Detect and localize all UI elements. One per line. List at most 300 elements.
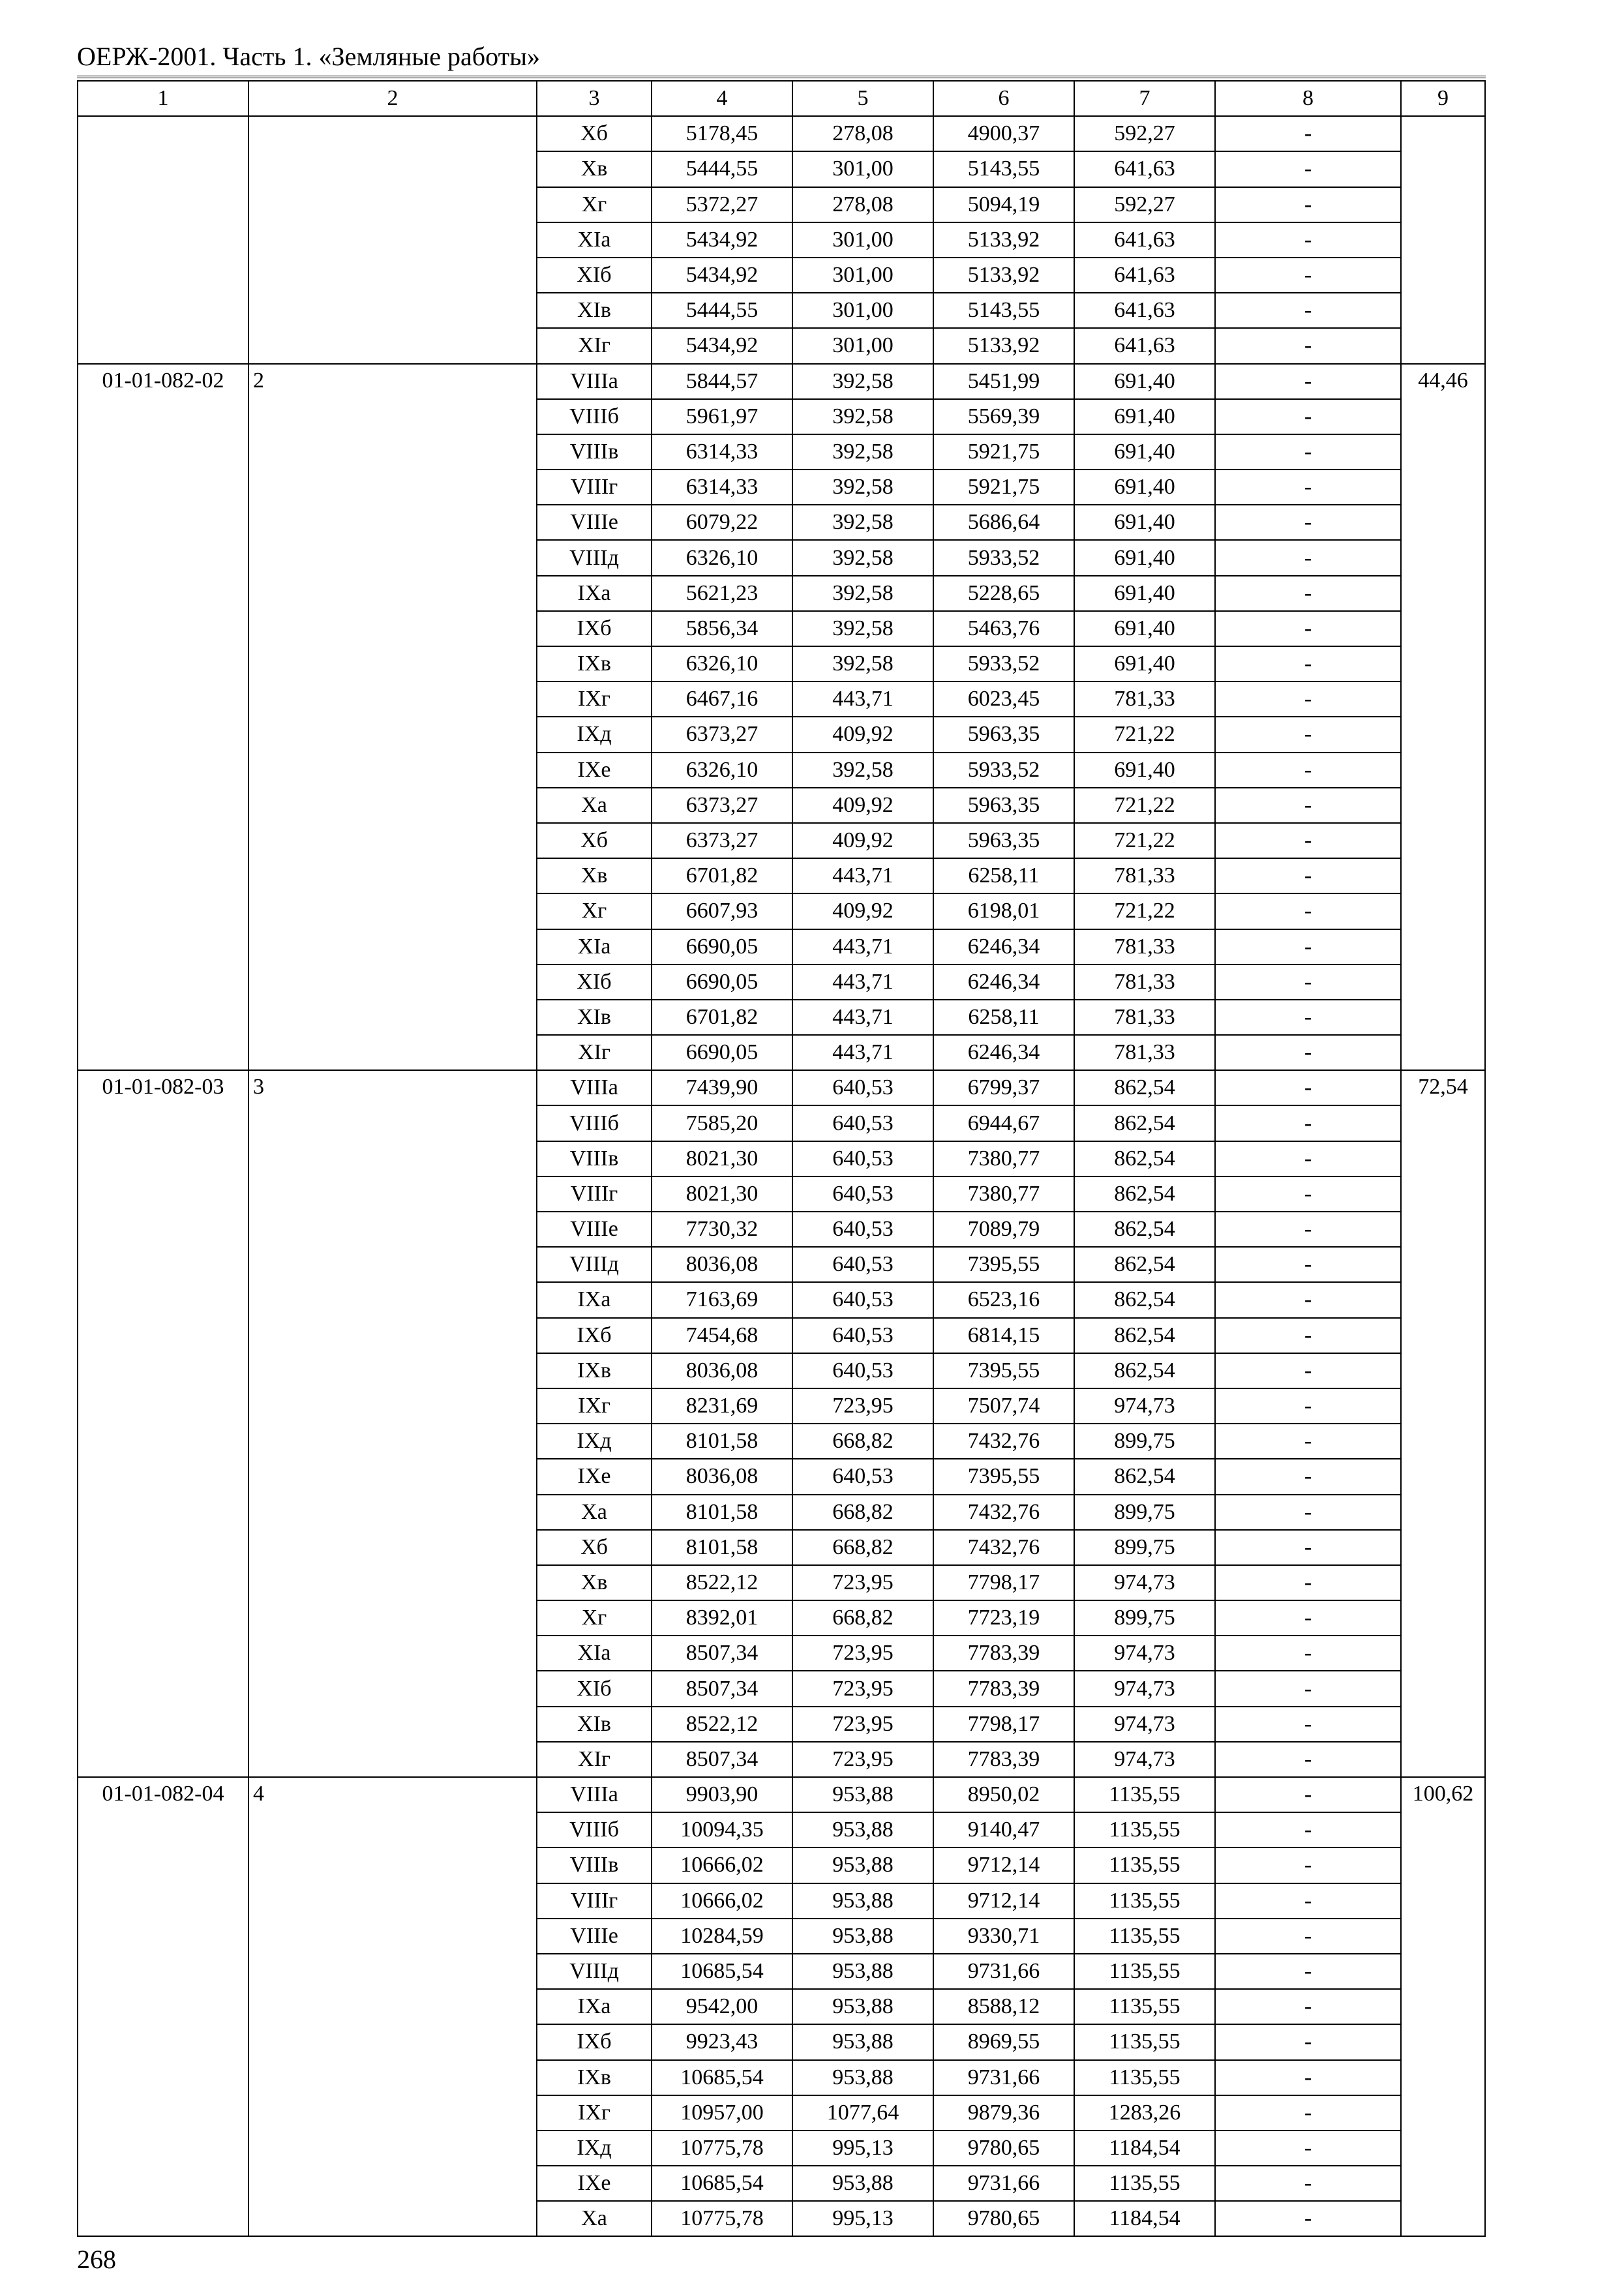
materials: - xyxy=(1215,753,1401,788)
soil-group: IХд xyxy=(537,717,652,752)
wages: 409,92 xyxy=(792,893,933,929)
machine-cost: 5963,35 xyxy=(933,823,1074,858)
wages: 995,13 xyxy=(792,2131,933,2166)
total-cost: 10666,02 xyxy=(652,1883,792,1919)
machine-cost: 4900,37 xyxy=(933,116,1074,151)
total-cost: 8231,69 xyxy=(652,1388,792,1424)
table-row xyxy=(78,1777,1485,1812)
soil-group: VIIIв xyxy=(537,434,652,470)
soil-group: IХв xyxy=(537,646,652,681)
machine-cost: 5143,55 xyxy=(933,151,1074,187)
soil-group: VIIIа xyxy=(537,364,652,399)
wages: 668,82 xyxy=(792,1530,933,1565)
soil-group: ХIа xyxy=(537,222,652,258)
machine-cost: 7783,39 xyxy=(933,1742,1074,1777)
machinist-wages: 899,75 xyxy=(1074,1530,1215,1565)
column-header: 3 xyxy=(537,81,652,116)
machine-cost: 7380,77 xyxy=(933,1141,1074,1176)
total-cost: 10685,54 xyxy=(652,2166,792,2201)
machinist-wages: 592,27 xyxy=(1074,187,1215,222)
machinist-wages: 862,54 xyxy=(1074,1459,1215,1494)
table-body xyxy=(78,81,1485,2236)
machine-cost: 5933,52 xyxy=(933,540,1074,575)
table-row xyxy=(78,364,1485,399)
machine-cost: 9731,66 xyxy=(933,2166,1074,2201)
wages: 723,95 xyxy=(792,1671,933,1706)
machinist-wages: 862,54 xyxy=(1074,1141,1215,1176)
materials: - xyxy=(1215,1954,1401,1989)
materials: - xyxy=(1215,576,1401,611)
materials: - xyxy=(1215,1035,1401,1070)
rate-code: 01-01-082-04 xyxy=(78,1777,248,2236)
total-cost: 8101,58 xyxy=(652,1424,792,1459)
materials: - xyxy=(1215,1812,1401,1848)
total-cost: 8507,34 xyxy=(652,1636,792,1671)
machine-cost: 7395,55 xyxy=(933,1353,1074,1388)
materials: - xyxy=(1215,187,1401,222)
wages: 301,00 xyxy=(792,222,933,258)
materials: - xyxy=(1215,1353,1401,1388)
wages: 668,82 xyxy=(792,1495,933,1530)
soil-group: Ха xyxy=(537,2201,652,2236)
machine-cost: 5933,52 xyxy=(933,646,1074,681)
materials: - xyxy=(1215,1424,1401,1459)
machinist-wages: 691,40 xyxy=(1074,434,1215,470)
materials: - xyxy=(1215,2131,1401,2166)
total-cost: 7585,20 xyxy=(652,1105,792,1141)
total-cost: 10685,54 xyxy=(652,1954,792,1989)
soil-group: Ха xyxy=(537,788,652,823)
materials: - xyxy=(1215,1848,1401,1883)
soil-group: VIIIд xyxy=(537,540,652,575)
soil-group: Хб xyxy=(537,116,652,151)
wages: 953,88 xyxy=(792,1883,933,1919)
wages: 640,53 xyxy=(792,1353,933,1388)
materials: - xyxy=(1215,1318,1401,1353)
wages: 443,71 xyxy=(792,681,933,717)
machine-cost: 6023,45 xyxy=(933,681,1074,717)
wages: 723,95 xyxy=(792,1707,933,1742)
machine-cost: 5921,75 xyxy=(933,470,1074,505)
materials: - xyxy=(1215,2201,1401,2236)
wages: 409,92 xyxy=(792,717,933,752)
wages: 443,71 xyxy=(792,1035,933,1070)
column-header: 6 xyxy=(933,81,1074,116)
soil-group: ХIа xyxy=(537,1636,652,1671)
wages: 723,95 xyxy=(792,1636,933,1671)
machine-cost: 8950,02 xyxy=(933,1777,1074,1812)
machinist-wages: 641,63 xyxy=(1074,293,1215,328)
soil-group: VIIIг xyxy=(537,1176,652,1212)
rate-code xyxy=(78,116,248,363)
soil-group: ХIб xyxy=(537,1671,652,1706)
machine-cost: 5933,52 xyxy=(933,753,1074,788)
machinist-wages: 721,22 xyxy=(1074,788,1215,823)
machinist-wages: 781,33 xyxy=(1074,858,1215,893)
soil-group: IХе xyxy=(537,1459,652,1494)
machinist-wages: 1135,55 xyxy=(1074,2024,1215,2059)
machine-cost: 9330,71 xyxy=(933,1919,1074,1954)
column-header: 1 xyxy=(78,81,248,116)
machinist-wages: 781,33 xyxy=(1074,1035,1215,1070)
price-table xyxy=(77,80,1486,2237)
wages: 668,82 xyxy=(792,1424,933,1459)
materials: - xyxy=(1215,1141,1401,1176)
machinist-wages: 641,63 xyxy=(1074,258,1215,293)
machine-cost: 8588,12 xyxy=(933,1989,1074,2024)
materials: - xyxy=(1215,2060,1401,2095)
total-cost: 8392,01 xyxy=(652,1600,792,1636)
soil-group: Ха xyxy=(537,1495,652,1530)
machinist-wages: 691,40 xyxy=(1074,505,1215,540)
materials: - xyxy=(1215,293,1401,328)
wages: 953,88 xyxy=(792,1989,933,2024)
total-cost: 6326,10 xyxy=(652,753,792,788)
wages: 392,58 xyxy=(792,540,933,575)
materials: - xyxy=(1215,328,1401,363)
machinist-wages: 1184,54 xyxy=(1074,2131,1215,2166)
total-cost: 5621,23 xyxy=(652,576,792,611)
machinist-wages: 691,40 xyxy=(1074,576,1215,611)
wages: 640,53 xyxy=(792,1459,933,1494)
total-cost: 6314,33 xyxy=(652,434,792,470)
soil-group: IХе xyxy=(537,753,652,788)
machinist-wages: 592,27 xyxy=(1074,116,1215,151)
machinist-wages: 862,54 xyxy=(1074,1282,1215,1317)
wages: 995,13 xyxy=(792,2201,933,2236)
total-cost: 6690,05 xyxy=(652,1035,792,1070)
materials: - xyxy=(1215,893,1401,929)
machinist-wages: 899,75 xyxy=(1074,1495,1215,1530)
total-cost: 8036,08 xyxy=(652,1459,792,1494)
table-row xyxy=(78,116,1485,151)
soil-group: Хб xyxy=(537,1530,652,1565)
machinist-wages: 862,54 xyxy=(1074,1070,1215,1105)
wages: 301,00 xyxy=(792,293,933,328)
total-cost: 9542,00 xyxy=(652,1989,792,2024)
machinist-wages: 641,63 xyxy=(1074,328,1215,363)
machinist-wages: 899,75 xyxy=(1074,1600,1215,1636)
wages: 392,58 xyxy=(792,646,933,681)
total-cost: 5434,92 xyxy=(652,258,792,293)
total-cost: 6467,16 xyxy=(652,681,792,717)
total-cost: 10775,78 xyxy=(652,2201,792,2236)
table-row xyxy=(78,1070,1485,1105)
wages: 953,88 xyxy=(792,1919,933,1954)
rate-code: 01-01-082-03 xyxy=(78,1070,248,1777)
machinist-wages: 862,54 xyxy=(1074,1318,1215,1353)
machine-cost: 8969,55 xyxy=(933,2024,1074,2059)
column-header: 5 xyxy=(792,81,933,116)
soil-group: VIIIе xyxy=(537,1212,652,1247)
machinist-wages: 691,40 xyxy=(1074,753,1215,788)
wages: 392,58 xyxy=(792,753,933,788)
machinist-wages: 691,40 xyxy=(1074,470,1215,505)
total-cost: 6326,10 xyxy=(652,646,792,681)
total-cost: 10284,59 xyxy=(652,1919,792,1954)
machine-cost: 5963,35 xyxy=(933,717,1074,752)
machine-cost: 5451,99 xyxy=(933,364,1074,399)
wages: 443,71 xyxy=(792,965,933,1000)
materials: - xyxy=(1215,717,1401,752)
soil-group: ХIв xyxy=(537,293,652,328)
machine-cost: 6523,16 xyxy=(933,1282,1074,1317)
machine-cost: 9780,65 xyxy=(933,2131,1074,2166)
total-cost: 7439,90 xyxy=(652,1070,792,1105)
machinist-wages: 1135,55 xyxy=(1074,1989,1215,2024)
soil-group: ХIг xyxy=(537,328,652,363)
soil-group: IХд xyxy=(537,1424,652,1459)
labor-cost: 44,46 xyxy=(1401,364,1485,1071)
rate-number: 2 xyxy=(248,364,537,1071)
machinist-wages: 641,63 xyxy=(1074,151,1215,187)
materials: - xyxy=(1215,2166,1401,2201)
soil-group: ХIб xyxy=(537,258,652,293)
soil-group: VIIIб xyxy=(537,399,652,434)
machinist-wages: 691,40 xyxy=(1074,611,1215,646)
soil-group: Хб xyxy=(537,823,652,858)
machine-cost: 6814,15 xyxy=(933,1318,1074,1353)
soil-group: IХг xyxy=(537,1388,652,1424)
machine-cost: 5569,39 xyxy=(933,399,1074,434)
wages: 640,53 xyxy=(792,1212,933,1247)
soil-group: IХе xyxy=(537,2166,652,2201)
materials: - xyxy=(1215,399,1401,434)
wages: 392,58 xyxy=(792,364,933,399)
machine-cost: 6246,34 xyxy=(933,929,1074,965)
materials: - xyxy=(1215,222,1401,258)
machine-cost: 7395,55 xyxy=(933,1459,1074,1494)
total-cost: 6373,27 xyxy=(652,788,792,823)
materials: - xyxy=(1215,1530,1401,1565)
total-cost: 10094,35 xyxy=(652,1812,792,1848)
total-cost: 5961,97 xyxy=(652,399,792,434)
soil-group: VIIIв xyxy=(537,1141,652,1176)
materials: - xyxy=(1215,1565,1401,1600)
machine-cost: 5133,92 xyxy=(933,258,1074,293)
total-cost: 6701,82 xyxy=(652,1000,792,1035)
materials: - xyxy=(1215,1636,1401,1671)
wages: 723,95 xyxy=(792,1565,933,1600)
column-header: 4 xyxy=(652,81,792,116)
machine-cost: 7783,39 xyxy=(933,1671,1074,1706)
machinist-wages: 1283,26 xyxy=(1074,2095,1215,2131)
soil-group: IХа xyxy=(537,1989,652,2024)
soil-group: IХб xyxy=(537,611,652,646)
total-cost: 10685,54 xyxy=(652,2060,792,2095)
machinist-wages: 781,33 xyxy=(1074,681,1215,717)
soil-group: ХIа xyxy=(537,929,652,965)
wages: 640,53 xyxy=(792,1282,933,1317)
soil-group: IХд xyxy=(537,2131,652,2166)
materials: - xyxy=(1215,1707,1401,1742)
materials: - xyxy=(1215,2095,1401,2131)
soil-group: VIIIд xyxy=(537,1247,652,1282)
wages: 640,53 xyxy=(792,1105,933,1141)
machine-cost: 5963,35 xyxy=(933,788,1074,823)
materials: - xyxy=(1215,1742,1401,1777)
materials: - xyxy=(1215,1459,1401,1494)
column-header: 7 xyxy=(1074,81,1215,116)
machinist-wages: 691,40 xyxy=(1074,646,1215,681)
machinist-wages: 1135,55 xyxy=(1074,1812,1215,1848)
soil-group: ХIг xyxy=(537,1035,652,1070)
machine-cost: 7723,19 xyxy=(933,1600,1074,1636)
total-cost: 6373,27 xyxy=(652,823,792,858)
total-cost: 5372,27 xyxy=(652,187,792,222)
machinist-wages: 1184,54 xyxy=(1074,2201,1215,2236)
materials: - xyxy=(1215,258,1401,293)
rate-code: 01-01-082-02 xyxy=(78,364,248,1071)
wages: 443,71 xyxy=(792,1000,933,1035)
wages: 301,00 xyxy=(792,258,933,293)
soil-group: IХв xyxy=(537,2060,652,2095)
wages: 723,95 xyxy=(792,1388,933,1424)
total-cost: 5434,92 xyxy=(652,328,792,363)
materials: - xyxy=(1215,1070,1401,1105)
soil-group: ХIв xyxy=(537,1707,652,1742)
wages: 953,88 xyxy=(792,1848,933,1883)
machine-cost: 9712,14 xyxy=(933,1883,1074,1919)
machinist-wages: 862,54 xyxy=(1074,1353,1215,1388)
machinist-wages: 862,54 xyxy=(1074,1176,1215,1212)
wages: 668,82 xyxy=(792,1600,933,1636)
machinist-wages: 721,22 xyxy=(1074,717,1215,752)
machinist-wages: 862,54 xyxy=(1074,1247,1215,1282)
machinist-wages: 974,73 xyxy=(1074,1565,1215,1600)
soil-group: IХв xyxy=(537,1353,652,1388)
machine-cost: 6944,67 xyxy=(933,1105,1074,1141)
soil-group: Хг xyxy=(537,187,652,222)
total-cost: 8522,12 xyxy=(652,1707,792,1742)
column-header-row xyxy=(78,81,1485,116)
soil-group: VIIIг xyxy=(537,470,652,505)
materials: - xyxy=(1215,965,1401,1000)
soil-group: VIIIе xyxy=(537,1919,652,1954)
materials: - xyxy=(1215,788,1401,823)
total-cost: 5444,55 xyxy=(652,151,792,187)
total-cost: 8507,34 xyxy=(652,1742,792,1777)
soil-group: IХб xyxy=(537,2024,652,2059)
soil-group: IХб xyxy=(537,1318,652,1353)
soil-group: Хг xyxy=(537,1600,652,1636)
machinist-wages: 974,73 xyxy=(1074,1388,1215,1424)
machinist-wages: 974,73 xyxy=(1074,1742,1215,1777)
materials: - xyxy=(1215,929,1401,965)
total-cost: 8021,30 xyxy=(652,1176,792,1212)
machine-cost: 6799,37 xyxy=(933,1070,1074,1105)
machine-cost: 6198,01 xyxy=(933,893,1074,929)
total-cost: 7454,68 xyxy=(652,1318,792,1353)
total-cost: 8522,12 xyxy=(652,1565,792,1600)
materials: - xyxy=(1215,1495,1401,1530)
wages: 953,88 xyxy=(792,1812,933,1848)
wages: 392,58 xyxy=(792,576,933,611)
total-cost: 5178,45 xyxy=(652,116,792,151)
soil-group: ХIб xyxy=(537,965,652,1000)
soil-group: Хг xyxy=(537,893,652,929)
page-number: 268 xyxy=(77,2245,116,2274)
wages: 301,00 xyxy=(792,328,933,363)
column-header: 2 xyxy=(248,81,537,116)
column-header: 8 xyxy=(1215,81,1401,116)
materials: - xyxy=(1215,646,1401,681)
machine-cost: 9140,47 xyxy=(933,1812,1074,1848)
total-cost: 9903,90 xyxy=(652,1777,792,1812)
machinist-wages: 1135,55 xyxy=(1074,2060,1215,2095)
wages: 278,08 xyxy=(792,187,933,222)
materials: - xyxy=(1215,1176,1401,1212)
materials: - xyxy=(1215,1388,1401,1424)
total-cost: 6690,05 xyxy=(652,929,792,965)
total-cost: 8101,58 xyxy=(652,1530,792,1565)
wages: 409,92 xyxy=(792,823,933,858)
total-cost: 7730,32 xyxy=(652,1212,792,1247)
materials: - xyxy=(1215,1105,1401,1141)
soil-group: Хв xyxy=(537,858,652,893)
machine-cost: 5143,55 xyxy=(933,293,1074,328)
machine-cost: 5921,75 xyxy=(933,434,1074,470)
materials: - xyxy=(1215,1671,1401,1706)
rate-number xyxy=(248,116,537,363)
wages: 278,08 xyxy=(792,116,933,151)
machine-cost: 7432,76 xyxy=(933,1424,1074,1459)
total-cost: 8507,34 xyxy=(652,1671,792,1706)
materials: - xyxy=(1215,1212,1401,1247)
machinist-wages: 1135,55 xyxy=(1074,1777,1215,1812)
labor-cost: 72,54 xyxy=(1401,1070,1485,1777)
wages: 392,58 xyxy=(792,399,933,434)
machine-cost: 7380,77 xyxy=(933,1176,1074,1212)
machinist-wages: 1135,55 xyxy=(1074,1883,1215,1919)
machinist-wages: 721,22 xyxy=(1074,893,1215,929)
soil-group: ХIг xyxy=(537,1742,652,1777)
wages: 1077,64 xyxy=(792,2095,933,2131)
machinist-wages: 691,40 xyxy=(1074,399,1215,434)
materials: - xyxy=(1215,1777,1401,1812)
materials: - xyxy=(1215,151,1401,187)
wages: 953,88 xyxy=(792,1954,933,1989)
labor-cost: 100,62 xyxy=(1401,1777,1485,2236)
soil-group: IХа xyxy=(537,576,652,611)
wages: 409,92 xyxy=(792,788,933,823)
machine-cost: 6246,34 xyxy=(933,965,1074,1000)
total-cost: 7163,69 xyxy=(652,1282,792,1317)
wages: 392,58 xyxy=(792,611,933,646)
materials: - xyxy=(1215,858,1401,893)
wages: 640,53 xyxy=(792,1141,933,1176)
soil-group: VIIIд xyxy=(537,1954,652,1989)
machinist-wages: 641,63 xyxy=(1074,222,1215,258)
machine-cost: 7783,39 xyxy=(933,1636,1074,1671)
machine-cost: 7089,79 xyxy=(933,1212,1074,1247)
page-title: ОЕРЖ-2001. Часть 1. «Земляные работы» xyxy=(77,42,540,71)
materials: - xyxy=(1215,364,1401,399)
soil-group: VIIIб xyxy=(537,1105,652,1141)
machinist-wages: 781,33 xyxy=(1074,965,1215,1000)
wages: 723,95 xyxy=(792,1742,933,1777)
total-cost: 6690,05 xyxy=(652,965,792,1000)
total-cost: 5856,34 xyxy=(652,611,792,646)
rate-number: 4 xyxy=(248,1777,537,2236)
soil-group: VIIIа xyxy=(537,1777,652,1812)
machinist-wages: 1135,55 xyxy=(1074,2166,1215,2201)
soil-group: Хв xyxy=(537,151,652,187)
materials: - xyxy=(1215,1989,1401,2024)
wages: 640,53 xyxy=(792,1318,933,1353)
machinist-wages: 974,73 xyxy=(1074,1671,1215,1706)
machinist-wages: 1135,55 xyxy=(1074,1954,1215,1989)
